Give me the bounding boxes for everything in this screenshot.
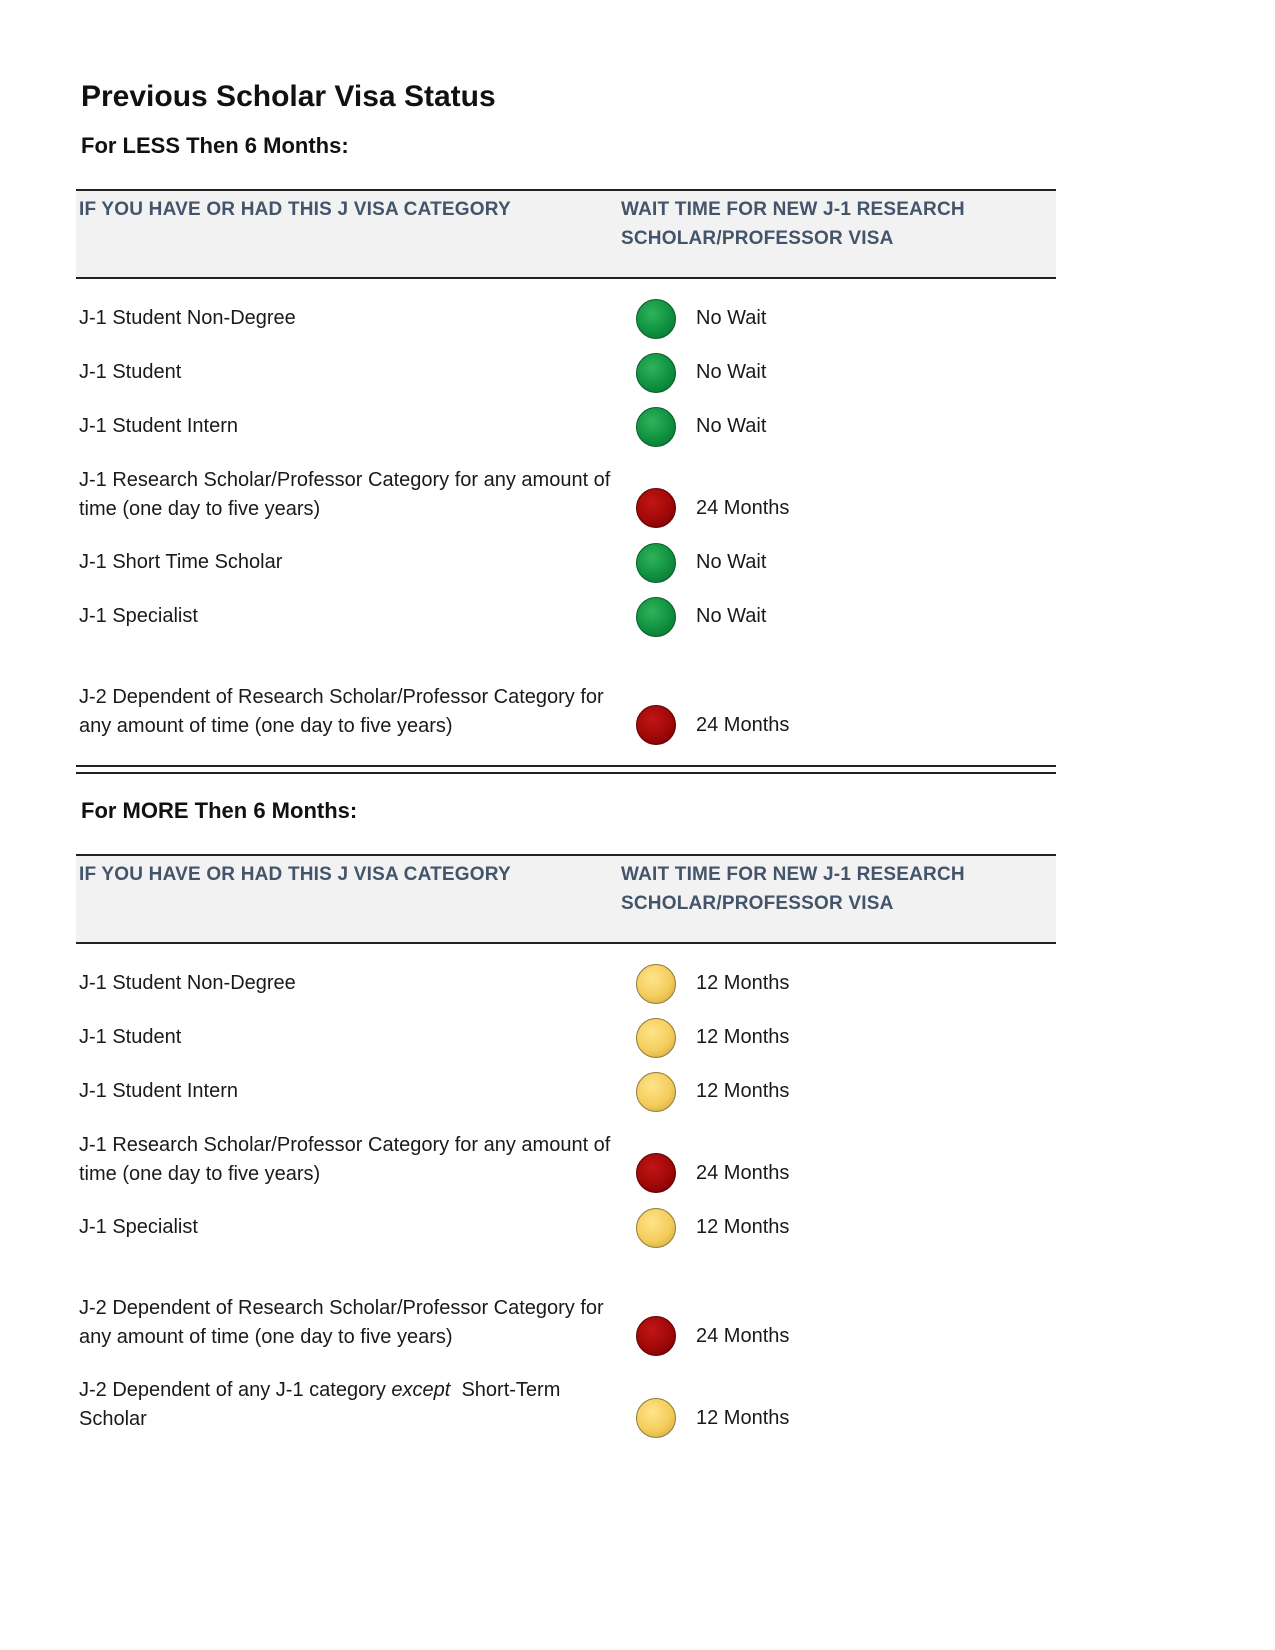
table-header-more [76, 854, 1056, 944]
row-category: J-1 Student Non-Degree [79, 972, 296, 994]
row-wait-time: No Wait [696, 361, 767, 383]
row-category: J-2 Dependent of Research Scholar/Professor Category for any amount of time (one day to five years) [79, 686, 604, 737]
section-heading-more: For MORE Then 6 Months: [81, 798, 358, 823]
row-wait-time: No Wait [696, 605, 767, 627]
row-wait-time: 12 Months [696, 1026, 790, 1048]
row-wait-time: 24 Months [696, 1162, 790, 1184]
row-wait-time: 12 Months [696, 1407, 790, 1429]
column-header-category: IF YOU HAVE OR HAD THIS J VISA CATEGORY [79, 199, 511, 220]
table-header-less [76, 189, 1056, 279]
status-indicator-green-icon [636, 597, 676, 637]
row-category: J-1 Student Intern [79, 1080, 238, 1102]
section-divider [76, 765, 1056, 774]
status-indicator-green-icon [636, 353, 676, 393]
row-wait-time: 24 Months [696, 714, 790, 736]
row-category-prefix: J-2 Dependent of any J-1 category [79, 1379, 392, 1401]
row-category: J-1 Short Time Scholar [79, 551, 283, 573]
section-heading-less: For LESS Then 6 Months: [81, 133, 349, 158]
row-category: J-1 Student [79, 1026, 182, 1048]
row-wait-time: No Wait [696, 551, 767, 573]
row-category: J-1 Specialist [79, 605, 198, 627]
status-indicator-yellow-icon [636, 1072, 676, 1112]
row-category: J-1 Research Scholar/Professor Category for any amount of time (one day to five years) [79, 1134, 611, 1185]
row-category: J-1 Research Scholar/Professor Category for any amount of time (one day to five years) [79, 469, 611, 520]
row-wait-time: No Wait [696, 415, 767, 437]
row-category [79, 1376, 619, 1434]
status-indicator-green-icon [636, 407, 676, 447]
row-wait-time: 24 Months [696, 497, 790, 519]
status-indicator-red-icon [636, 705, 676, 745]
row-category: J-1 Specialist [79, 1216, 198, 1238]
status-indicator-yellow-icon [636, 1398, 676, 1438]
row-wait-time: 12 Months [696, 1080, 790, 1102]
row-category-emphasis: except [391, 1379, 451, 1401]
column-header-category: IF YOU HAVE OR HAD THIS J VISA CATEGORY [79, 864, 511, 885]
row-category: J-1 Student [79, 361, 182, 383]
status-indicator-yellow-icon [636, 1208, 676, 1248]
row-category: J-1 Student Non-Degree [79, 307, 296, 329]
column-header-wait: WAIT TIME FOR NEW J-1 RESEARCH SCHOLAR/PROFESSOR VISA [621, 199, 965, 249]
row-wait-time: 12 Months [696, 1216, 790, 1238]
row-wait-time: 12 Months [696, 972, 790, 994]
row-category-suffix: Short-Term Scholar [79, 1379, 566, 1430]
row-wait-time: No Wait [696, 307, 767, 329]
row-category: J-2 Dependent of Research Scholar/Professor Category for any amount of time (one day to five years) [79, 1297, 604, 1348]
page-title: Previous Scholar Visa Status [81, 80, 496, 113]
status-indicator-green-icon [636, 543, 676, 583]
status-indicator-red-icon [636, 1153, 676, 1193]
status-indicator-green-icon [636, 299, 676, 339]
row-wait-time: 24 Months [696, 1325, 790, 1347]
row-category: J-1 Student Intern [79, 415, 238, 437]
status-indicator-yellow-icon [636, 964, 676, 1004]
status-indicator-red-icon [636, 1316, 676, 1356]
status-indicator-yellow-icon [636, 1018, 676, 1058]
status-indicator-red-icon [636, 488, 676, 528]
column-header-wait: WAIT TIME FOR NEW J-1 RESEARCH SCHOLAR/PROFESSOR VISA [621, 864, 965, 914]
